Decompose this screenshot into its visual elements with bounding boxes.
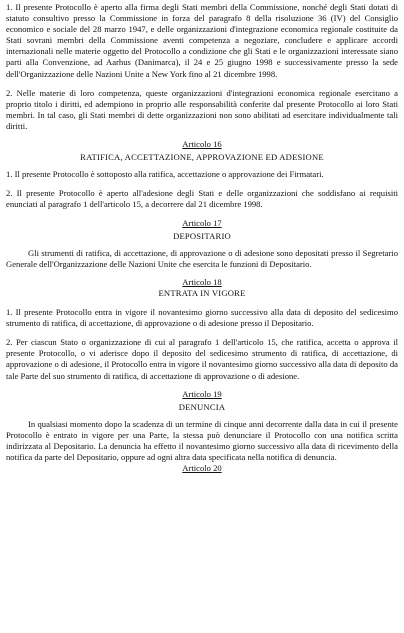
paragraph-16-2: 2. Il presente Protocollo è aperto all'adesione degli Stati e delle organizzazioni che soddisfano ai requisiti enunciati al paragrafo 1 dell'articolo 15, a decorrere dal 21 dicembre 1998. [6,188,398,210]
article-19-heading: DENUNCIA [178,401,226,412]
article-17-heading: DEPOSITARIO [173,230,231,241]
article-17-title: Articolo 17 [182,217,222,228]
article-16-title: Articolo 16 [182,139,222,150]
paragraph-17: Gli strumenti di ratifica, di accettazione, di approvazione o di adesione sono depositati presso il Segretario Generale dell'Organizzazione delle Nazioni Unite che esercita le funzioni di Depositario. [6,247,398,269]
article-18-title: Articolo 18 [182,276,222,287]
paragraph-16-1: 1. Il presente Protocollo è sottoposto alla ratifica, accettazione o approvazione dei Firmatari. [6,169,324,180]
article-20-title: Articolo 20 [182,463,222,474]
article-16-heading: RATIFICA, ACCETTAZIONE, APPROVAZIONE ED ADESIONE [80,152,324,163]
article-18-heading: ENTRATA IN VIGORE [158,287,246,298]
paragraph-18-2: 2. Per ciascun Stato o organizzazione di cui al paragrafo 1 dell'articolo 15, che ratifica, accetta o approva il presente Protocollo, o vi aderisce dopo il deposito del sedicesimo strumento di ratifica, di accettazione, di approvazione o di adesione, il Protocollo entra in vigore il novantesimo giorno successivo alla data di deposito da tale Parte del suo strumento di ratifica, di accettazione di approvazione o di adesione. [6,337,398,381]
article-19-title: Articolo 19 [182,388,222,399]
paragraph-15-1: 1. Il presente Protocollo è aperto alla firma degli Stati membri della Commissione, nonché degli Stati dotati di statuto consultivo presso la Commissione in forza del paragrafo 8 della risoluzione 36 (IV) del Consiglio economico e sociale del 28 marzo 1947, e delle organizzazioni d'integrazione economica regionale costituite da Stati sovrani membri della Commissione aventi competenza a negoziare, concludere e applicare accordi internazionali nelle materie oggetto del Protocollo a condizione che gli Stati e le organizzazioni interessate siano parti alla Convenzione, ad Aarhus (Danimarca), il 24 e 25 giugno 1998 e successivamente presso la sede dell'Organizzazione delle Nazioni Unite a New York fino al 21 dicembre 1998. [6,2,398,79]
paragraph-15-2: 2. Nelle materie di loro competenza, queste organizzazioni d'integrazioni economica regionale esercitano a proprio titolo i diritti, ed adempiono in proprio alle responsabilità conferite dal presente Protocollo ai loro Stati membri. In tal caso, gli Stati membri di dette organizzazioni non sono abilitati ad esercitare individualmente tali diritti. [6,87,398,131]
paragraph-19: In qualsiasi momento dopo la scadenza di un termine di cinque anni decorrente dalla data in cui il presente Protocollo è entrato in vigore per una Parte, la stessa può denunciare il Protocollo con una notifica scritta indirizzata al Depositario. La denuncia ha effetto il novantesimo giorno successivo alla data di ricevimento della notifica da parte del Depositario, oppure ad ogni altra data specificata nella notifica di denuncia. [6,418,398,463]
paragraph-18-1: 1. Il presente Protocollo entra in vigore il novantesimo giorno successivo alla data di deposito del sedicesimo strumento di ratifica, di accettazione, di approvazione o di adesione presso il Depositario. [6,307,398,329]
